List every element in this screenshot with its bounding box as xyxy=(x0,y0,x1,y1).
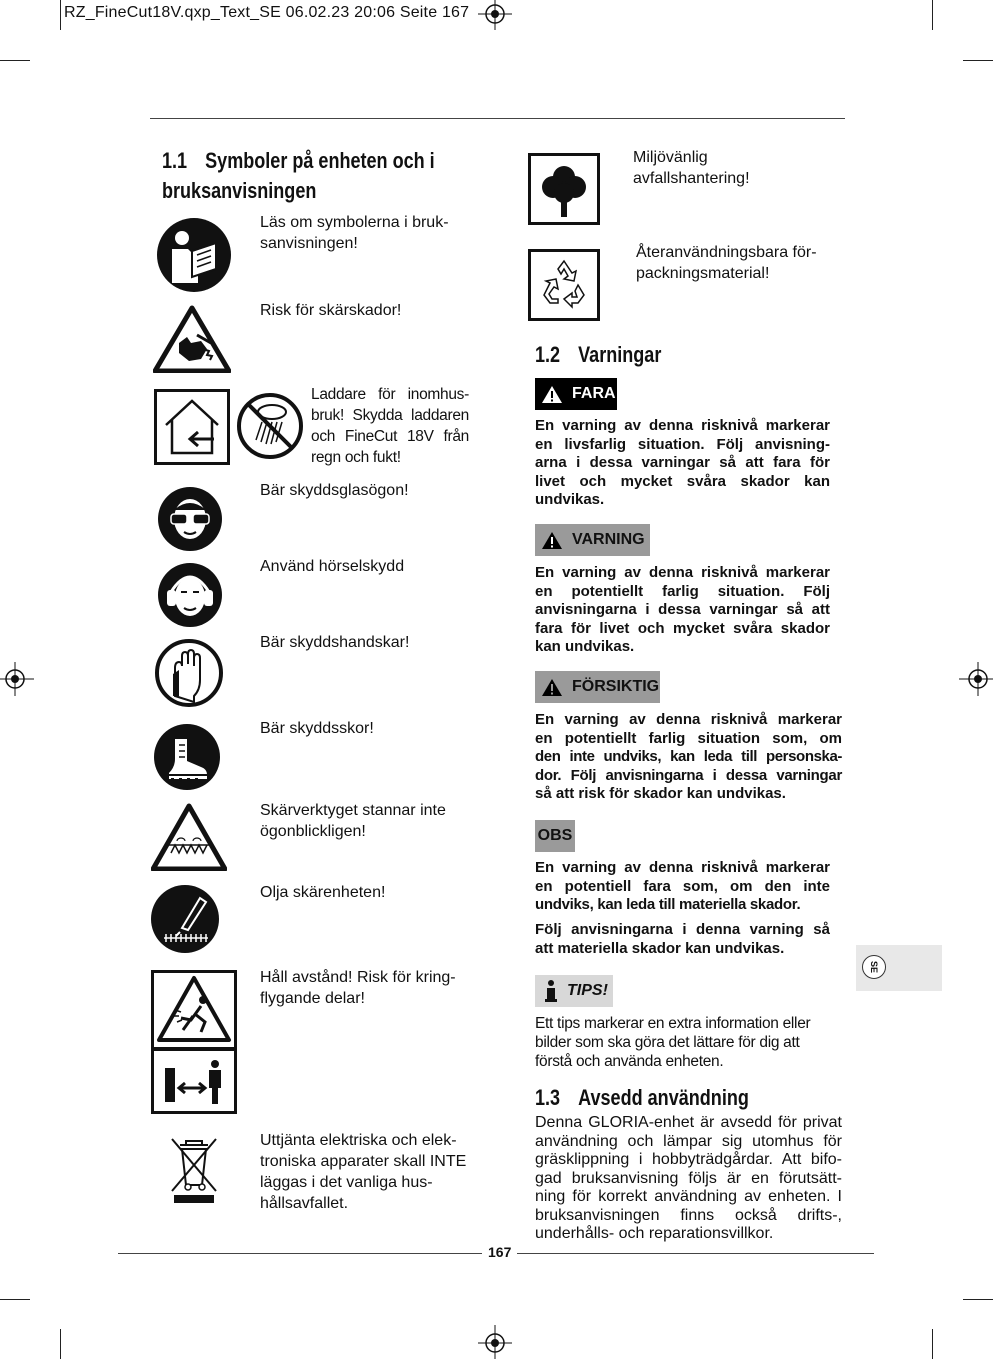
section-symbols-heading-line2: bruksanvisningen xyxy=(162,178,317,203)
warning-triangle-icon xyxy=(541,678,563,697)
text-line: undvikas. xyxy=(535,491,605,508)
symbol-text: Olja skärenheten! xyxy=(260,884,386,901)
safety-boots-icon xyxy=(153,723,221,791)
text-line: användning och lämpar sig utomhus för xyxy=(535,1132,842,1150)
text-line: ögonblickligen! xyxy=(260,823,366,840)
section-symbols-heading xyxy=(162,146,435,176)
read-manual-icon xyxy=(156,217,232,293)
section-number: 1.2 xyxy=(535,342,561,367)
text-line: fara för livet och mycket svåra skador xyxy=(535,619,830,637)
fara-text xyxy=(535,417,830,510)
blade-warning-icon xyxy=(151,803,227,871)
varning-badge xyxy=(535,524,650,556)
symbol-text xyxy=(633,147,833,189)
section-title: Symboler på enheten och i xyxy=(205,148,435,173)
text-line: En varning av denna risknivå markerar xyxy=(535,564,830,581)
symbol-text xyxy=(311,384,469,468)
text-line: Håll avstånd! Risk för kring- xyxy=(260,969,456,986)
keep-distance-icon xyxy=(151,1048,237,1114)
cut-hazard-icon xyxy=(153,305,231,373)
text-line: Uttjänta elektriska och elek- xyxy=(260,1132,457,1149)
language-code: SE xyxy=(868,960,879,974)
section-title: Avsedd användning xyxy=(578,1085,749,1110)
text-line: regn och fukt! xyxy=(311,449,401,466)
warning-triangle-icon xyxy=(541,531,563,550)
text-line: troniska apparater skall INTE xyxy=(260,1153,467,1170)
text-line: gräsklippning i hobbyträdgårdar. Att bifo- xyxy=(535,1151,842,1168)
indoor-use-icon xyxy=(154,389,230,465)
oil-icon xyxy=(150,884,220,954)
flying-parts-icon xyxy=(151,970,237,1050)
tips-badge xyxy=(535,975,613,1007)
text-line: bilder som ska göra det lättare för dig att xyxy=(535,1034,800,1051)
text-line: anvisningarna i dessa varningar så att xyxy=(535,601,830,618)
crop-mark xyxy=(932,1329,933,1359)
safety-glasses-icon xyxy=(157,486,223,552)
text-line: undviks, kan leda till materiella skador. xyxy=(535,896,801,913)
badge-label: VARNING xyxy=(572,531,645,548)
symbol-text: Använd hörselskydd xyxy=(260,558,405,575)
text-line: Denna GLORIA-enhet är avsedd för privat xyxy=(535,1114,842,1131)
badge-label: FÖRSIKTIG xyxy=(572,678,660,695)
crop-mark xyxy=(0,60,30,61)
symbol-text xyxy=(260,212,475,254)
info-icon xyxy=(541,979,561,1003)
text-line: packningsmaterial! xyxy=(636,265,770,282)
text-line: avfallshantering! xyxy=(633,170,750,187)
registration-mark-icon xyxy=(0,662,34,696)
text-line: Följ anvisningarna i denna varning så xyxy=(535,921,830,938)
text-line: dor. Följ anvisningarna i dessa varningar xyxy=(535,766,842,784)
symbol-text xyxy=(260,1130,475,1214)
obs-badge xyxy=(535,820,575,852)
text-line: och FineCut 18V från xyxy=(311,428,469,445)
badge-label: OBS xyxy=(537,827,573,844)
obs-text xyxy=(535,859,830,915)
text-line: En varning av denna risknivå markerar xyxy=(535,417,830,434)
badge-label: FARA xyxy=(572,385,616,402)
text-line: Återanvändningsbara för- xyxy=(636,244,817,261)
text-line: arna i dessa varningar så att fara för xyxy=(535,454,830,471)
no-rain-icon xyxy=(236,392,304,460)
text-line: en potentiell fara som, om den inte xyxy=(535,877,830,895)
crop-mark xyxy=(60,0,61,30)
text-line: förstå och använda enheten. xyxy=(535,1053,724,1070)
forsiktig-badge xyxy=(535,671,660,703)
page-number: 167 xyxy=(482,1244,517,1260)
forsiktig-text xyxy=(535,711,842,804)
obs-text-2 xyxy=(535,921,830,958)
text-line: En varning av denna risknivå markerar xyxy=(535,859,830,876)
text-line: underhålls- och reparationsvillkor. xyxy=(535,1225,774,1242)
section-number: 1.1 xyxy=(162,148,188,173)
fara-badge xyxy=(535,378,617,410)
recycle-icon xyxy=(528,249,600,321)
varning-text xyxy=(535,564,830,657)
text-line: att materiella skador kan undvikas. xyxy=(535,939,785,957)
section-warnings-heading xyxy=(535,340,661,370)
registration-mark-icon xyxy=(478,0,512,30)
text-line: ning för korrekt användning av enheten. I xyxy=(535,1188,842,1205)
tree-icon xyxy=(528,153,600,225)
text-line: så att risk för skador kan undvikas. xyxy=(535,785,786,802)
section-title: Varningar xyxy=(578,342,662,367)
warning-triangle-icon xyxy=(541,385,563,404)
text-line: Skärverktyget stannar inte xyxy=(260,802,446,819)
usage-text xyxy=(535,1114,842,1244)
text-line: flygande delar! xyxy=(260,990,365,1007)
text-line: Laddare för inomhus- xyxy=(311,386,469,403)
symbol-text xyxy=(636,242,836,284)
text-line: bruksanvisningen finns också drifts-, xyxy=(535,1206,842,1224)
text-line: en potentiellt farlig situation. Följ xyxy=(535,582,830,600)
crop-mark xyxy=(60,1329,61,1359)
text-line: läggas i det vanliga hus- xyxy=(260,1174,433,1191)
text-line: En varning av denna risknivå markerar xyxy=(535,711,842,728)
language-tab xyxy=(856,945,942,991)
registration-mark-icon xyxy=(959,662,993,696)
symbol-text: Risk för skärskador! xyxy=(260,302,402,319)
symbol-text: Bär skyddsskor! xyxy=(260,720,374,737)
text-line: hållsavfallet. xyxy=(260,1195,349,1212)
registration-mark-icon xyxy=(478,1325,512,1359)
text-line: Läs om symbolerna i bruk- xyxy=(260,214,449,231)
text-line: den inte undviks, kan leda till personska- xyxy=(535,748,842,765)
text-line: en potentiellt farlig situation som, om xyxy=(535,729,842,747)
language-badge xyxy=(862,955,886,979)
text-line: en livsfarlig situation. Följ anvisning- xyxy=(535,435,830,453)
crop-mark xyxy=(0,1299,30,1300)
symbol-text: Bär skyddshandskar! xyxy=(260,634,410,651)
text-line: gad bruksanvisning följs är en förutsätt- xyxy=(535,1169,842,1187)
text-line: livet och mycket svåra skador kan xyxy=(535,472,830,490)
text-line: sanvisningen! xyxy=(260,235,358,252)
symbol-text: Bär skyddsglasögon! xyxy=(260,482,409,499)
text-line: bruk! Skydda laddaren xyxy=(311,407,469,424)
tips-text xyxy=(535,1014,835,1071)
weee-bin-icon xyxy=(166,1133,222,1205)
section-number: 1.3 xyxy=(535,1085,561,1110)
ear-protection-icon xyxy=(157,562,223,628)
crop-mark xyxy=(963,1299,993,1300)
symbol-text xyxy=(260,967,475,1009)
text-line: Ett tips markerar en extra information eller xyxy=(535,1015,811,1032)
symbol-text xyxy=(260,800,475,842)
crop-mark xyxy=(932,0,933,30)
text-line: Miljövänlig xyxy=(633,149,708,166)
text-line: kan undvikas. xyxy=(535,638,635,655)
badge-label: TIPS! xyxy=(567,982,608,999)
gloves-icon xyxy=(155,638,223,708)
top-rule xyxy=(150,118,845,119)
print-header: RZ_FineCut18V.qxp_Text_SE 06.02.23 20:06 Seite 167 xyxy=(64,4,470,21)
crop-mark xyxy=(963,60,993,61)
section-usage-heading xyxy=(535,1083,749,1113)
